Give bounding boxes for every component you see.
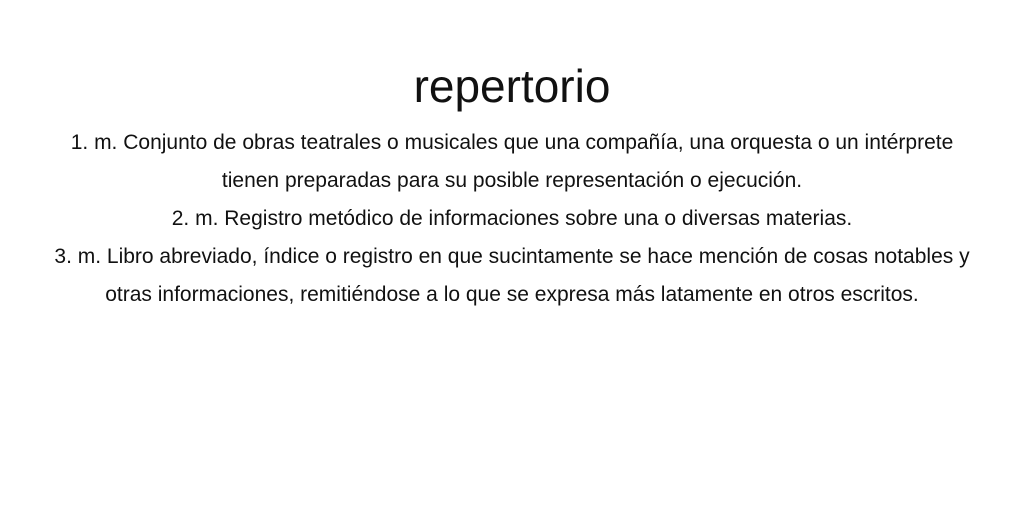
definition-1: 1. m. Conjunto de obras teatrales o musicales que una compañía, una orquesta o un intérprete tienen preparadas para su posible representación o ejecución. (70, 131, 954, 192)
definition-2: 2. m. Registro metódico de informaciones sobre una o diversas materias. (171, 207, 853, 230)
entry-word: repertorio (413, 60, 611, 112)
definitions-list (42, 124, 982, 314)
definition-3: 3. m. Libro abreviado, índice o registro en que sucintamente se hace mención de cosas notables y otras informaciones, remitiéndose a lo que se expresa más latamente en otros escritos. (54, 245, 970, 306)
